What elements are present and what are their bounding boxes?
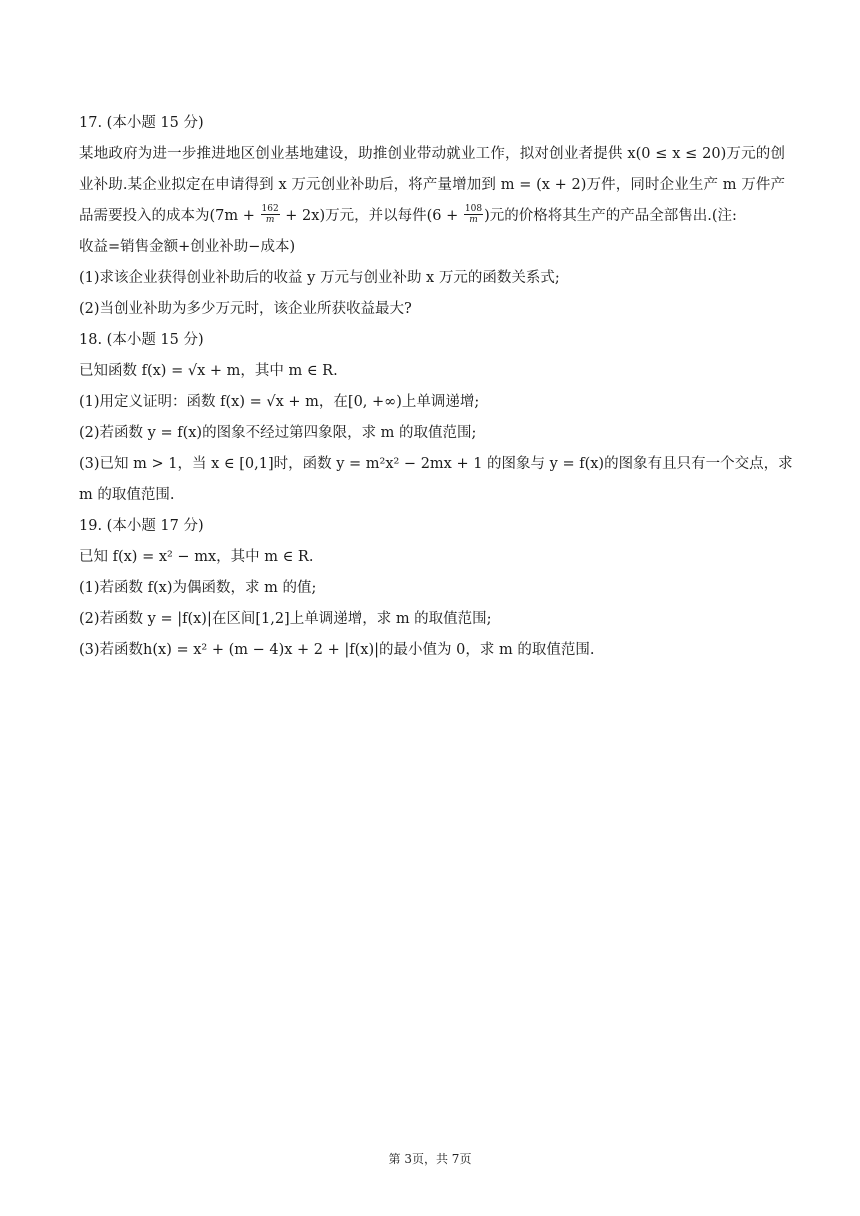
q17-body — [79, 139, 785, 232]
q19-part-1: (1)若函数 f(x)为偶函数，求 m 的值; — [79, 580, 317, 596]
q19-part-2: (2)若函数 y = |f(x)|在区间[1,2]上单调递增，求 m 的取值范围; — [79, 611, 492, 627]
cost-fraction-numerator: 162 — [261, 203, 279, 214]
q17-price-prefix: (6 + — [426, 208, 463, 224]
page-content — [79, 108, 793, 666]
price-fraction-numerator: 108 — [464, 203, 483, 214]
cost-fraction — [261, 204, 280, 225]
q18-header: 18. (本小题 15 分) — [79, 332, 204, 348]
q17-header: 17. (本小题 15 分) — [79, 115, 204, 131]
q18-part-2: (2)若函数 y = f(x)的图象不经过第四象限，求 m 的取值范围; — [79, 425, 477, 441]
q18-stem: 已知函数 f(x) = √x + m，其中 m ∈ R. — [79, 363, 338, 379]
page-footer: 第 3页，共 7页 — [388, 1152, 472, 1166]
q19-stem: 已知 f(x) = x² − mx，其中 m ∈ R. — [79, 549, 314, 565]
price-fraction — [464, 204, 483, 225]
q17-price-suffix: )元的价格将其生产的产品全部售出.(注: — [484, 208, 737, 224]
q18-part-1: (1)用定义证明：函数 f(x) = √x + m，在[0, +∞)上单调递增; — [79, 394, 480, 410]
q17-cost-prefix: (7m + — [209, 208, 260, 224]
q17-body-text: 某地政府为进一步推进地区创业基地建设，助推创业带动就业工作，拟对创业者提供 x(0 ≤ x ≤ 20)万元的创业补助.某企业拟定在申请得到 x 万元创业补助后，将产量增加到 m = (x + 2)万件，同时企业生产 m 万件产品需要投入的成本为 — [79, 146, 785, 224]
q19-part-3: (3)若函数h(x) = x² + (m − 4)x + 2 + |f(x)|的最小值为 0，求 m 的取值范围. — [79, 642, 595, 658]
price-fraction-denominator: m — [469, 214, 478, 225]
q17-part-1: (1)求该企业获得创业补助后的收益 y 万元与创业补助 x 万元的函数关系式; — [79, 270, 560, 286]
q17-part-2: (2)当创业补助为多少万元时，该企业所获收益最大? — [79, 301, 412, 317]
q17-cost-suffix: + 2x)万元，并以每件 — [280, 208, 427, 224]
q18-part-3-continued: m 的取值范围. — [79, 487, 175, 503]
q17-note: 收益=销售金额+创业补助−成本) — [79, 239, 296, 255]
q19-header: 19. (本小题 17 分) — [79, 518, 204, 534]
cost-fraction-denominator: m — [265, 214, 275, 225]
q18-part-3: (3)已知 m > 1，当 x ∈ [0,1]时，函数 y = m²x² − 2mx + 1 的图象与 y = f(x)的图象有且只有一个交点，求 — [79, 456, 793, 472]
